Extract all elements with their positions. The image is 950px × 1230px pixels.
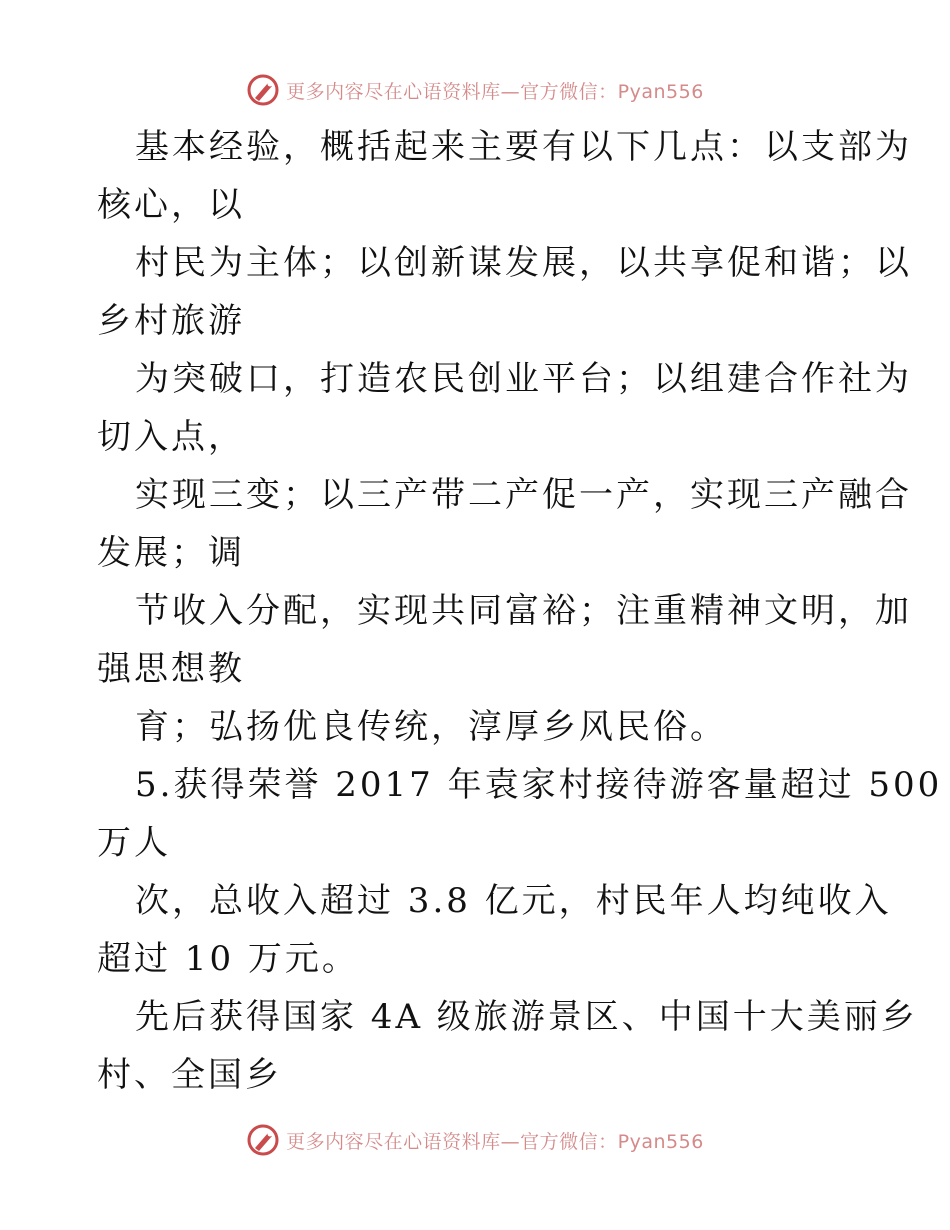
text-line: 切入点， [97,417,245,457]
text-line: 万人 [97,823,171,863]
text-line: 强思想教 [97,649,245,689]
pen-logo-icon [246,1123,280,1157]
text-line: 实现三变；以三产带二产促一产，实现三产融合 [135,475,912,515]
text-line: 为突破口，打造农民创业平台；以组建合作社为 [135,359,912,399]
watermark-text: 更多内容尽在心语资料库—官方微信：Pyan556 [286,80,704,103]
text-line: 超过 10 万元。 [97,939,359,979]
watermark-text: 更多内容尽在心语资料库—官方微信：Pyan556 [286,1130,704,1153]
text-line: 次，总收入超过 3.8 亿元，村民年人均纯收入 [135,881,892,921]
text-line: 育；弘扬优良传统，淳厚乡风民俗。 [135,707,727,747]
text-line: 发展；调 [97,533,245,573]
text-line: 乡村旅游 [97,301,245,341]
text-line: 5.获得荣誉 2017 年袁家村接待游客量超过 500 [135,765,943,805]
text-line: 节收入分配，实现共同富裕；注重精神文明，加 [135,591,912,631]
text-line: 核心，以 [97,185,245,225]
text-line: 村民为主体；以创新谋发展，以共享促和谐；以 [135,243,912,283]
text-line: 基本经验，概括起来主要有以下几点：以支部为 [135,127,912,167]
footer-watermark [0,1120,950,1160]
pen-logo-icon [246,73,280,107]
text-line: 先后获得国家 4A 级旅游景区、中国十大美丽乡 [135,997,918,1037]
text-line: 村、全国乡 [97,1055,282,1095]
document-body [97,118,943,1104]
header-watermark [0,70,950,110]
